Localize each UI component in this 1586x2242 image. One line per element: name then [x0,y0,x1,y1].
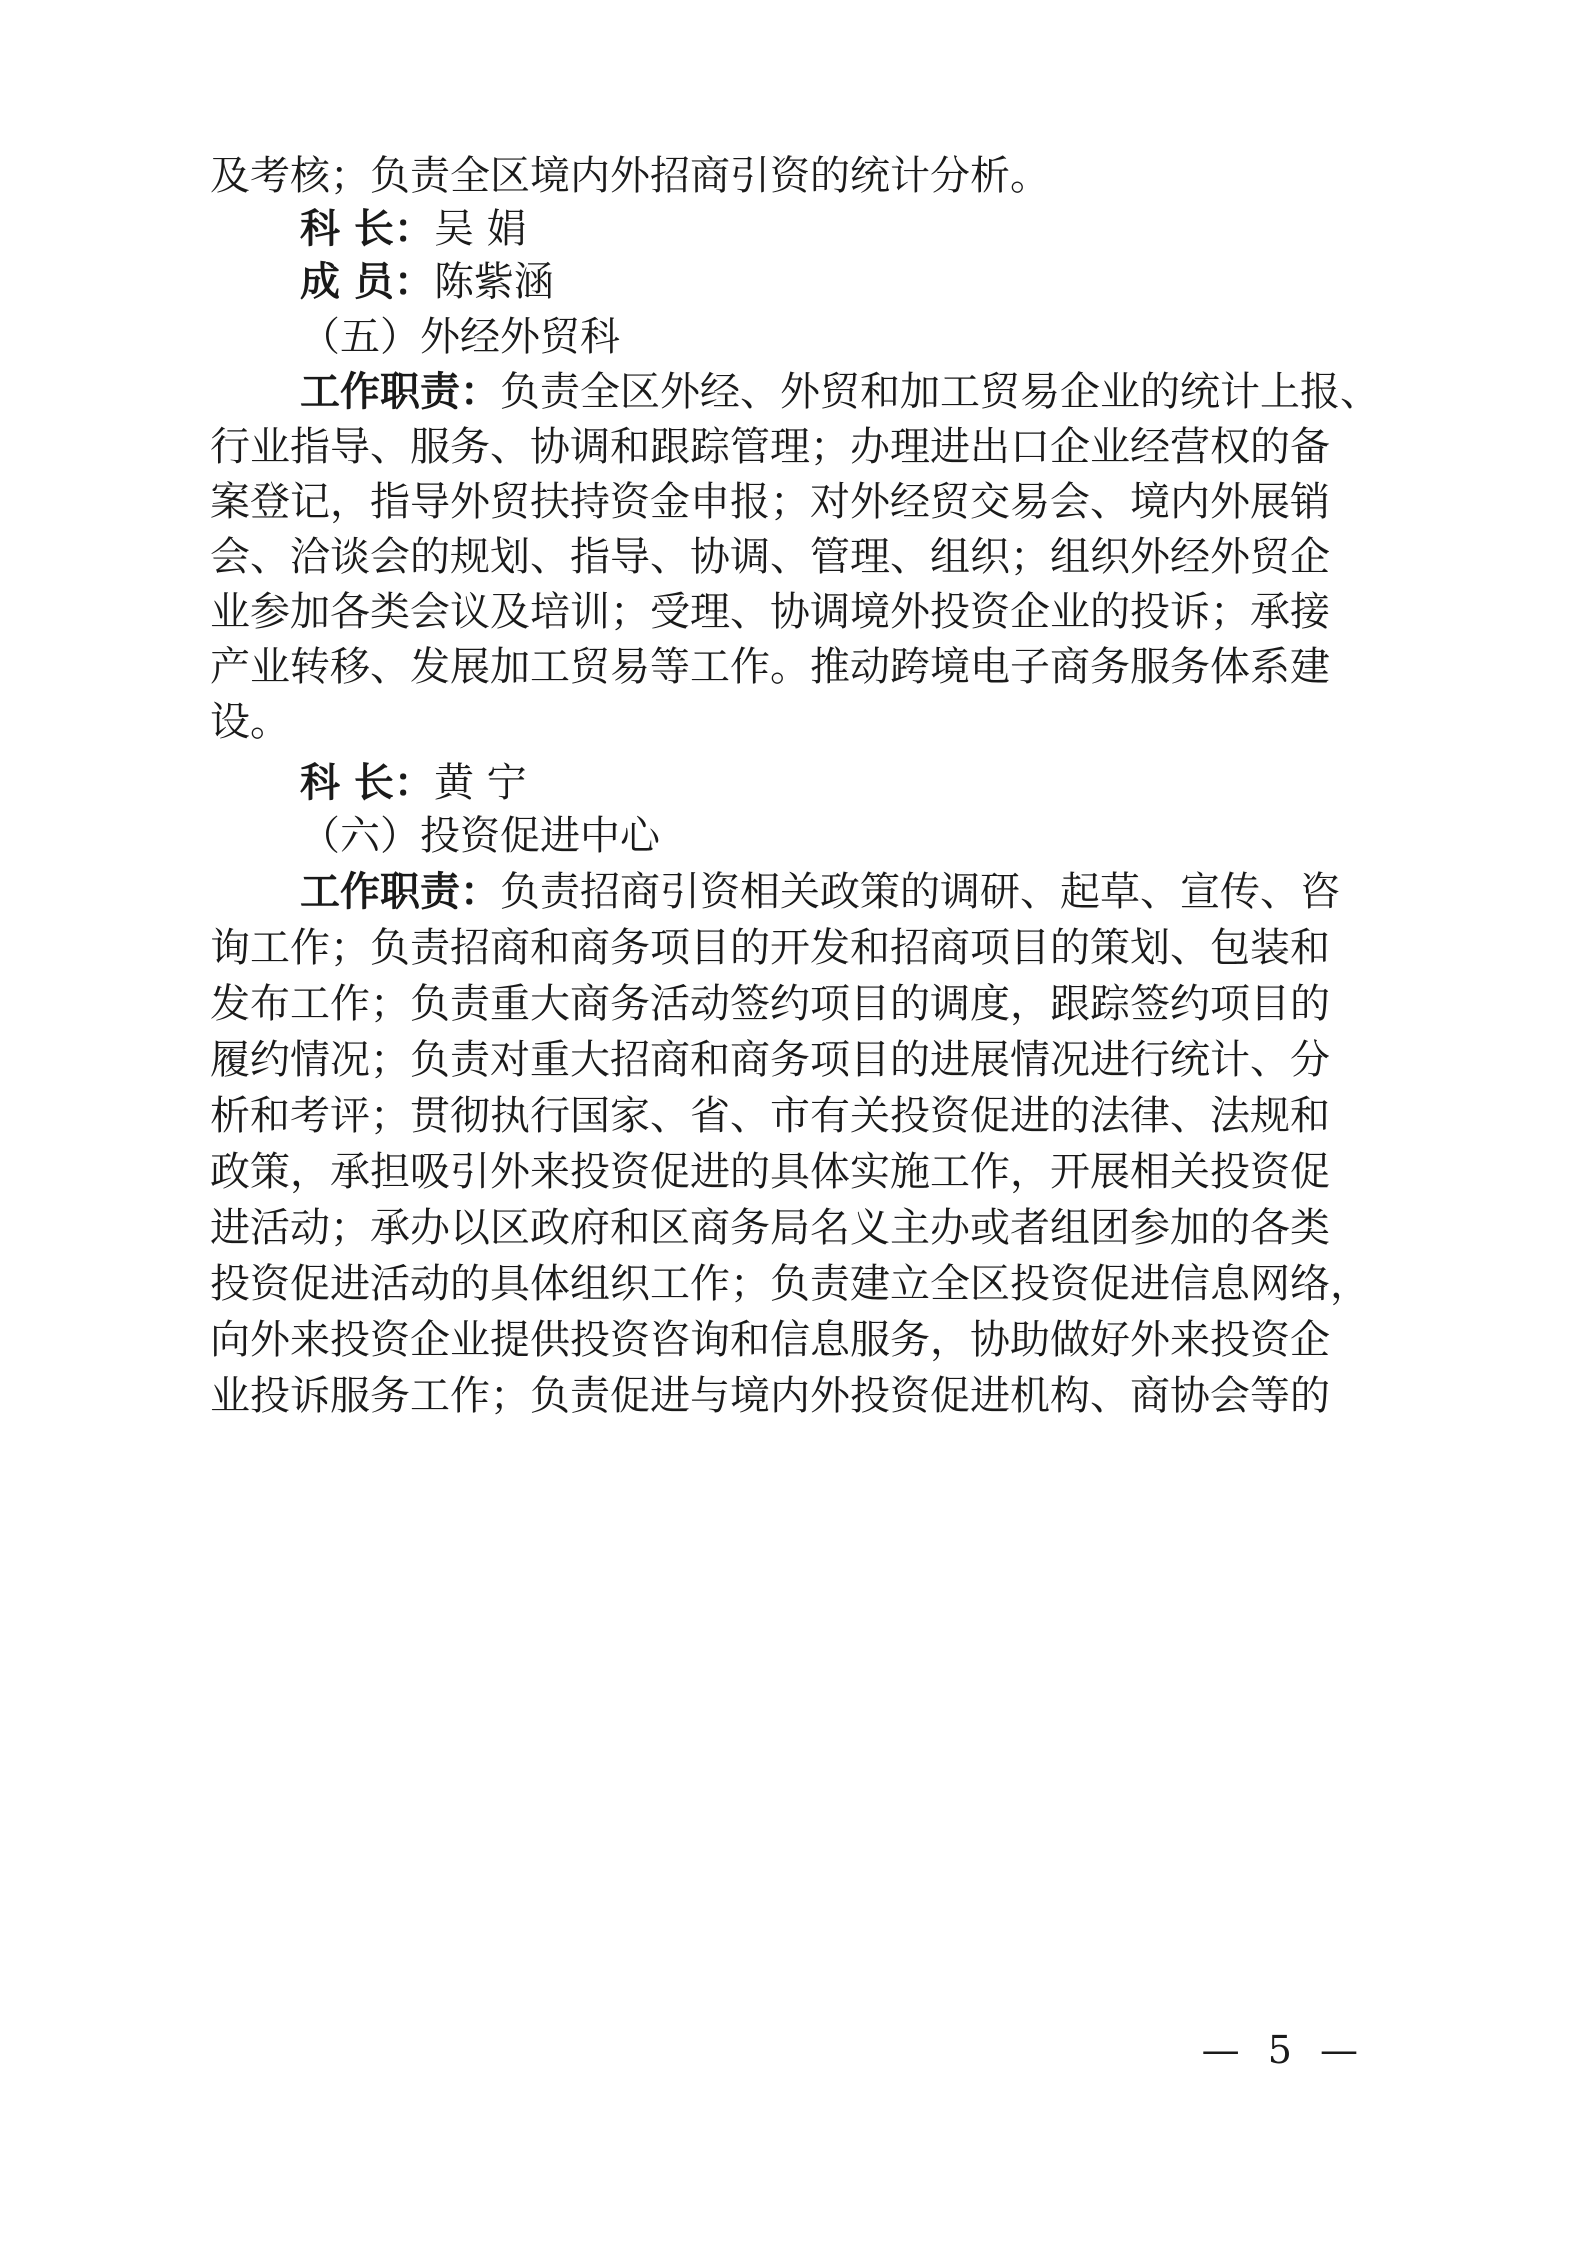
body-line: 投资促进活动的具体组织工作；负责建立全区投资促进信息网络， [210,1261,1370,1307]
body-line: 履约情况；负责对重大招商和商务项目的进展情况进行统计、分 [210,1037,1330,1083]
duties-label: 工作职责： [300,369,500,415]
body-line: 政策，承担吸引外来投资促进的具体实施工作，开展相关投资促 [210,1149,1330,1195]
body-line: 进活动；承办以区政府和区商务局名义主办或者组团参加的各类 [210,1205,1330,1251]
duties-line [300,866,1400,918]
duties-text: 负责招商引资相关政策的调研、起草、宣传、咨 [500,869,1340,915]
body-line: 及考核；负责全区境内外招商引资的统计分析。 [210,153,1050,199]
person-name: 吴 娟 [433,206,527,252]
person-name: 黄 宁 [433,760,527,806]
body-line: 析和考评；贯彻执行国家、省、市有关投资促进的法律、法规和 [210,1093,1330,1139]
role-label: 科 长： [300,206,434,252]
duties-label: 工作职责： [300,869,500,915]
page-number: — 5 — [1201,2028,1366,2072]
body-line: 业参加各类会议及培训；受理、协调境外投资企业的投诉；承接 [210,589,1330,635]
section-heading: （六）投资促进中心 [300,813,660,859]
body-line: 产业转移、发展加工贸易等工作。推动跨境电子商务服务体系建 [210,644,1330,690]
section-heading: （五）外经外贸科 [300,314,620,360]
body-line: 发布工作；负责重大商务活动签约项目的调度，跟踪签约项目的 [210,981,1330,1027]
body-line: 案登记，指导外贸扶持资金申报；对外经贸交易会、境内外展销 [210,479,1330,525]
body-line: 设。 [210,699,290,745]
body-line [210,1426,1400,1478]
person-name: 陈紫涵 [433,259,554,305]
body-line: 询工作；负责招商和商务项目的开发和招商项目的策划、包装和 [210,925,1330,971]
body-line: 行业指导、服务、协调和跟踪管理；办理进出口企业经营权的备 [210,424,1330,470]
body-line: 会、洽谈会的规划、指导、协调、管理、组织；组织外经外贸企 [210,534,1330,580]
section-chief-line [300,203,1400,255]
body-line: 业投诉服务工作；负责促进与境内外投资促进机构、商协会等的 [210,1373,1330,1419]
section-member-line [300,256,1400,308]
body-line: 向外来投资企业提供投资咨询和信息服务，协助做好外来投资企 [210,1317,1330,1363]
section-chief-line [300,757,1400,809]
role-label: 科 长： [300,760,434,806]
duties-text: 负责全区外经、外贸和加工贸易企业的统计上报、 [500,369,1380,415]
duties-line [300,366,1400,418]
role-label: 成 员： [300,259,434,305]
